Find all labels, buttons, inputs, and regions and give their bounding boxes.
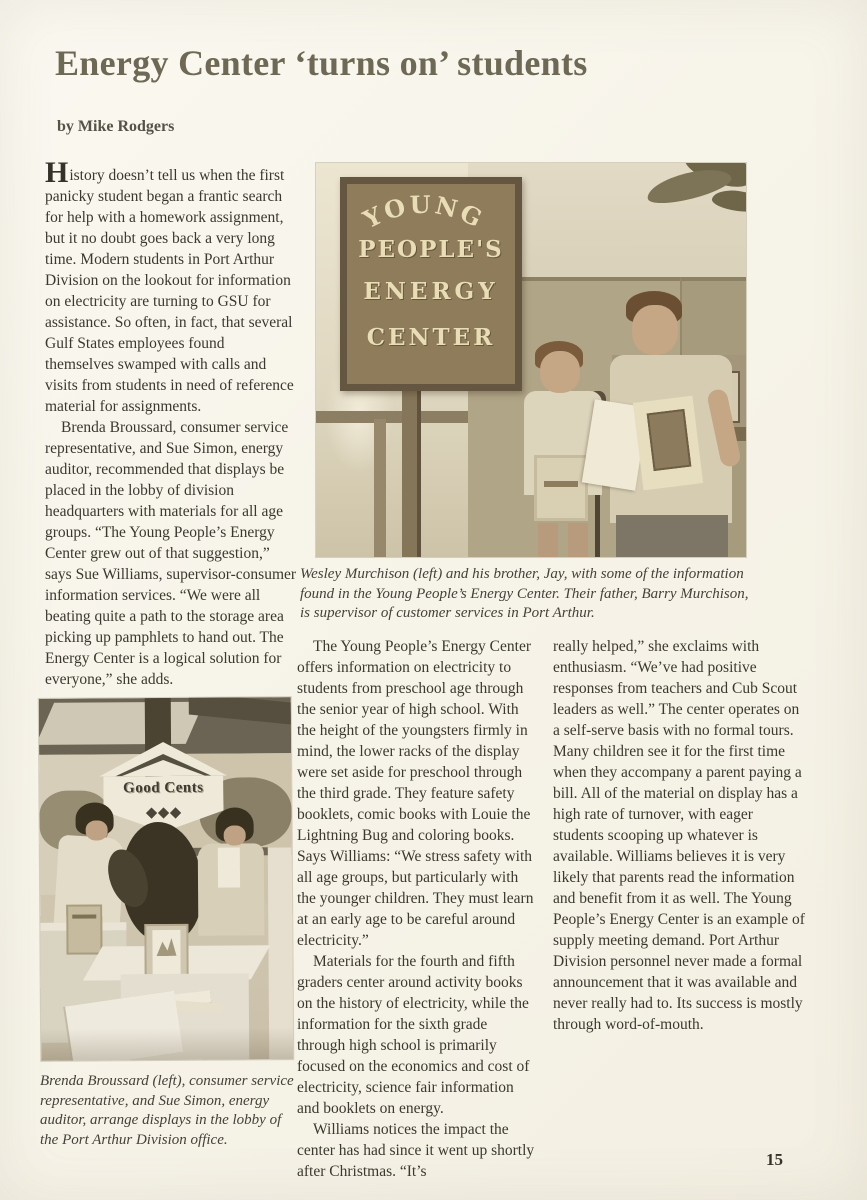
byline: by Mike Rodgers [57, 118, 175, 135]
paragraph-text: istory doesn’t tell us when the first panicky student began a frantic search for help with a homework assignment, but it no doubt goes back a very long time. Modern students in Port Arthur Division on the lookout for information on electricity are turning to GSU for assistance. So often, in fact, that several Gulf States employees found themselves swamped with calls and visits from students in need of reference material for assignments. [45, 167, 294, 415]
drop-cap: H [45, 156, 70, 189]
photo-door-frame [316, 411, 468, 423]
gsu-logo-diamond [158, 807, 169, 818]
photo-door-post [374, 419, 386, 557]
sign-post [402, 377, 421, 557]
article-column-3 [553, 636, 805, 1035]
paragraph-text: really helped,” she exclaims with enthusiasm. “We’ve had positive responses from teachers and Cub Scout leaders as well.” The center operates on a self-serve basis with no formal tours. Many children see it for the first time when they accompany a parent paying a bill. All of the material on display has a high rate of turnover, with eager students scooping up whatever is available. Williams believes it is very likely that parents read the information and benefit from it as well. The Young People’s Energy Center is an example of supply meeting demand. Port Arthur Division personnel never made a formal announcement that it was available and never really had to. Its success is mostly through word-of-mouth. [553, 638, 805, 1033]
display-box-label [72, 914, 96, 918]
paragraph [45, 156, 297, 417]
page-title: Energy Center ‘turns on’ students [55, 43, 588, 83]
older-boy-face [632, 305, 678, 355]
gsu-logo-diamond [170, 807, 181, 818]
photo-floor-shadow [41, 1027, 293, 1061]
article-column-2 [297, 636, 537, 1182]
good-cents-sign-text: Good Cents [123, 779, 204, 797]
display-box [66, 904, 102, 954]
older-boy-shorts [616, 515, 728, 557]
photo-energy-center-boys [316, 163, 746, 557]
paragraph-text: The Young People’s Energy Center offers information on electricity to students from preschool age through the senior year of high school. With the height of the youngsters firmly in mind, the lower racks of the display were set aside for preschool through the third grade. They feature safety booklets, comic books with Louie the Lightning Bug and coloring books. Says Williams: “We stress safety with all age groups, but particularly with the younger children. They must learn at an early age to be careful around electricity.” [297, 638, 534, 949]
woman-right-shirt [218, 847, 240, 887]
photo-ceiling-panel [39, 702, 204, 745]
page-number: 15 [766, 1150, 783, 1169]
sign-line-energy: ENERGY [363, 278, 499, 305]
paragraph-text: Brenda Broussard, consumer service representative, and Sue Simon, energy auditor, recommended that displays be placed in the lobby of division headquarters with materials for all age groups. “The Young People’s Energy Center grew out of that suggestion,” says Sue Williams, supervisor-consumer information services. “We were all beating quite a path to the storage area picking up pamphlets to hand out. The Energy Center is a logical solution for everyone,” she adds. [45, 419, 297, 688]
paragraph-text: Materials for the fourth and fifth graders center around activity books on the history of electricity, while the information for the sixth grade through high school is primarily focused on the economics and cost of electricity, science fair information and booklets on energy. [297, 953, 530, 1117]
svg-text:YOUNG: YOUNG [358, 189, 490, 235]
younger-boy-booklet [534, 455, 588, 521]
booklet-label [544, 481, 578, 487]
sign-line-center: CENTER [366, 324, 496, 351]
photo-caption-bottom: Brenda Broussard (left), consumer service representative, and Sue Simon, energy auditor, arrange displays in the lobby of the Port Arthur Division office. [40, 1073, 294, 1148]
photo-lobby-display [39, 697, 294, 1061]
energy-center-sign [340, 177, 522, 391]
younger-boy-leg [568, 523, 588, 557]
gsu-logo [103, 804, 223, 823]
gsu-logo-diamond [146, 807, 157, 818]
article-column-1 [45, 156, 297, 690]
woman-right-face [224, 825, 246, 845]
sign-arched-text [347, 188, 501, 238]
younger-boy-leg [538, 523, 558, 557]
paragraph-text: Williams notices the impact the center has had since it went up shortly after Christmas. “It’s [297, 1121, 535, 1180]
sign-line-peoples: PEOPLE'S [358, 236, 504, 263]
plant-leaf [711, 187, 746, 214]
younger-boy-face [540, 351, 580, 393]
woman-left-face [86, 820, 108, 840]
open-book-cover-art [647, 409, 692, 471]
photo-caption-top: Wesley Murchison (left) and his brother, Jay, with some of the information found in the Young People’s Energy Center. Their father, Barry Murchison, is supervisor of customer services in Port Arthur. [300, 566, 749, 621]
